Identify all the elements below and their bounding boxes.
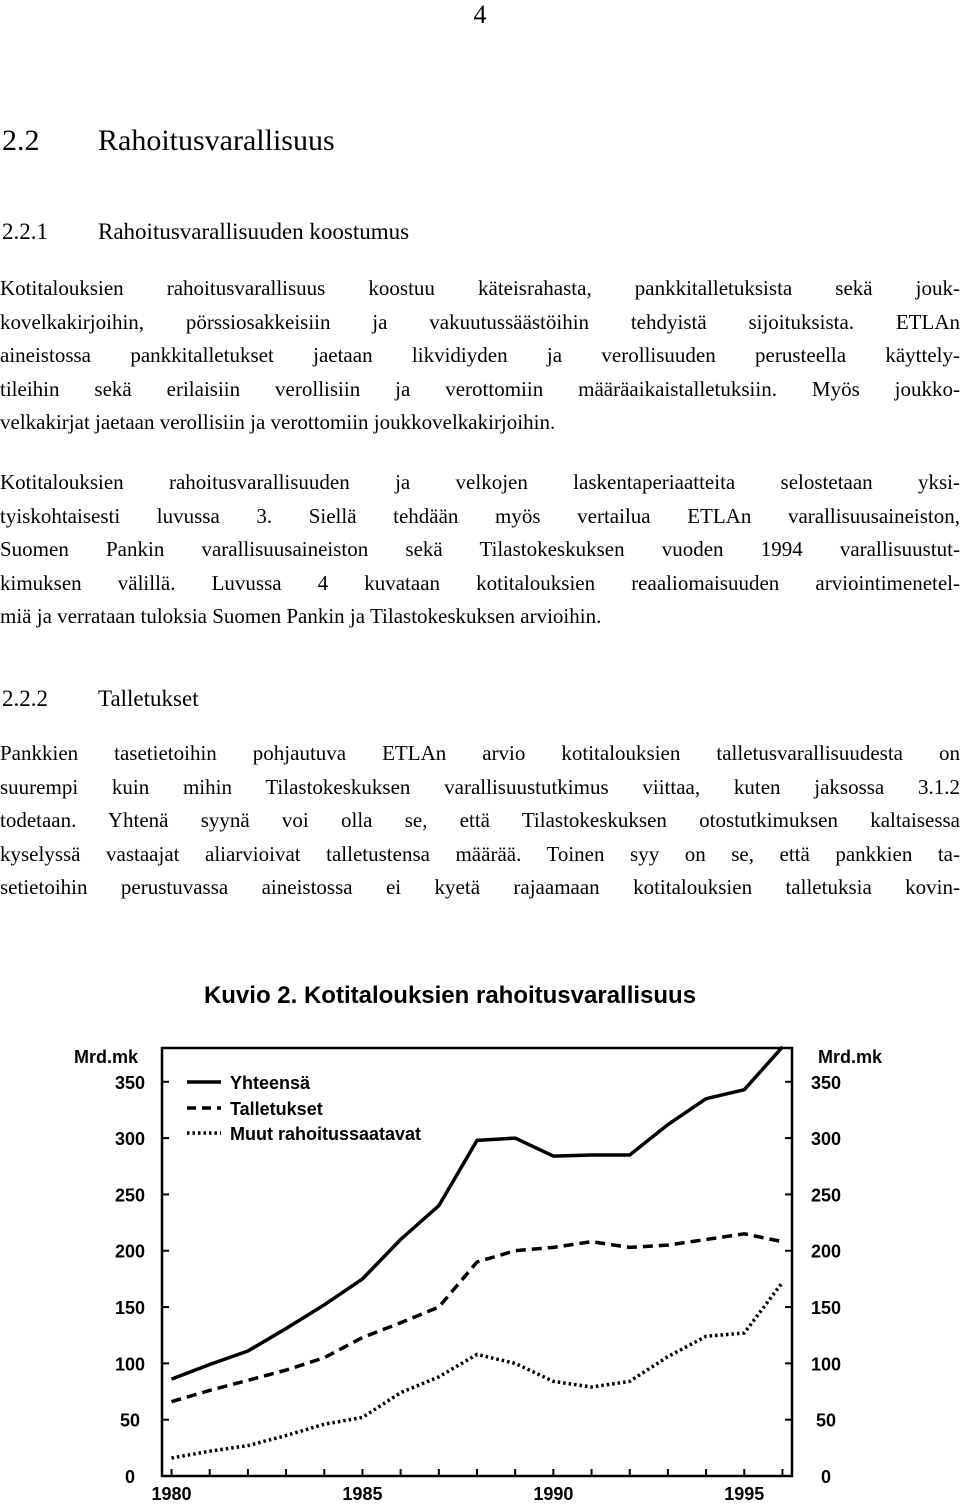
section-title: Rahoitusvarallisuus [98,124,335,157]
y-tick-label-right: 100 [810,1354,842,1375]
y-axis-label-left: Mrd.mk [73,1047,139,1067]
text-line: suurempi kuin mihin Tilastokeskuksen varallisuustutkimus viittaa, kuten jaksossa 3.1.2 [0,774,960,799]
subsection-title: Rahoitusvarallisuuden koostumus [98,219,410,244]
y-tick-label-left: 300 [114,1129,146,1150]
text-line: tileihin sekä erilaisiin verollisiin ja verottomiin määräaikaistalletuksiin. Myös joukko- [0,376,960,401]
text-line: kimuksen välillä. Luvussa 4 kuvataan kotitalouksien reaaliomaisuuden arviointimenetel- [0,570,960,595]
legend [187,1073,421,1144]
legend-label: Muut rahoitussaatavat [230,1124,422,1144]
x-tick-label: 1980 [151,1484,192,1504]
subsection-title: Talletukset [98,686,199,711]
y-tick-label-right: 350 [810,1072,842,1093]
paragraph-deposits-1 [0,737,960,905]
subsection-number: 2.2.1 [2,219,48,244]
x-tick-label: 1985 [342,1484,383,1504]
subsection-heading-deposits [2,686,199,712]
paragraph-composition-2 [0,466,960,634]
section-heading [2,124,335,158]
y-tick-label-left: 0 [124,1467,136,1487]
series-line-dotted [172,1282,783,1458]
y-tick-label-right: 150 [810,1298,842,1319]
text-line: aineistossa pankkitalletukset jaetaan likvidiyden ja verollisuuden perusteella käyttely- [0,343,960,367]
y-tick-label-left: 150 [114,1298,146,1319]
text-line: Kotitalouksien rahoitusvarallisuus koostuu käteisrahasta, pankkitalletuksista sekä jouk- [0,276,960,300]
text-line: todetaan. Yhtenä syynä voi olla se, että Tilastokeskuksen otostutkimuksen kaltaisessa [0,808,960,832]
y-tick-label-right: 300 [810,1129,842,1150]
paragraph-composition-1 [0,272,960,440]
y-axis-ticks [115,1073,841,1487]
y-tick-label-left: 250 [114,1185,146,1206]
y-tick-label-left: 350 [114,1072,146,1093]
text-line: velkakirjat jaetaan verollisiin ja verottomiin joukkovelkakirjoihin. [0,410,556,434]
text-line: Suomen Pankin varallisuusaineiston sekä Tilastokeskuksen vuoden 1994 varallisuustut- [0,537,960,561]
y-tick-label-right: 0 [820,1467,832,1487]
section-number: 2.2 [2,124,40,157]
y-tick-label-right: 200 [810,1241,842,1262]
legend-label: Talletukset [230,1099,323,1119]
text-line: Pankkien tasetietoihin pohjautuva ETLAn arvio kotitalouksien talletusvarallisuudesta on [0,741,960,765]
y-axis-label-right: Mrd.mk [817,1047,883,1067]
y-tick-label-left: 100 [114,1354,146,1375]
page-number: 4 [473,0,487,29]
y-tick-label-right: 50 [815,1410,837,1431]
y-tick-label-right: 250 [810,1185,842,1206]
series-line-dashed [172,1234,783,1402]
financial-assets-chart [0,970,960,1505]
text-line: miä ja verrataan tuloksia Suomen Pankin ja Tilastokeskuksen arvioihin. [0,604,602,628]
text-line: kyselyssä vastaajat aliarvioivat talletustensa määrää. Toinen syy on se, että pankkien ta- [0,841,960,866]
text-line: Kotitalouksien rahoitusvarallisuuden ja velkojen laskentaperiaatteita selostetaan yksi- [0,470,960,494]
series-line-solid [172,1047,783,1379]
text-line: tyiskohtaisesti luvussa 3. Siellä tehdään myös vertailua ETLAn varallisuusaineiston, [0,503,960,528]
x-tick-label: 1990 [533,1484,574,1504]
y-tick-label-left: 50 [119,1410,141,1431]
subsection-number: 2.2.2 [2,686,48,711]
legend-label: Yhteensä [230,1073,311,1093]
text-line: kovelkakirjoihin, pörssiosakkeisiin ja vakuutussäästöihin tehdyistä sijoituksista. ETLAn [0,309,960,334]
y-tick-label-left: 200 [114,1241,146,1262]
chart-title: Kuvio 2. Kotitalouksien rahoitusvarallisuus [203,982,697,1009]
text-line: setietoihin perustuvassa aineistossa ei kyetä rajaamaan kotitalouksien talletuksia kovin- [0,875,960,899]
x-axis-ticks [152,1469,783,1504]
subsection-heading-composition [2,219,409,245]
x-tick-label: 1995 [724,1484,765,1504]
